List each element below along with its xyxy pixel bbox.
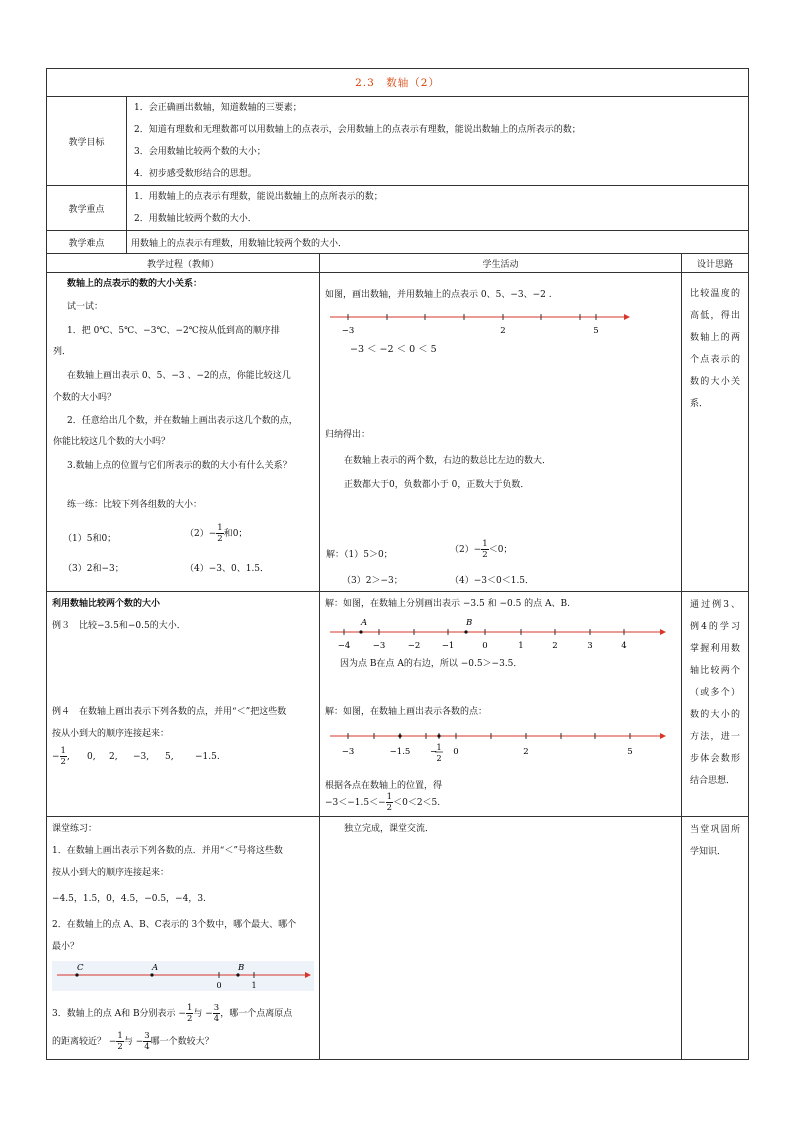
practice-item: （2）− $\frac{1}{2}$ 和0； [185,523,248,544]
practice-item: （3）2和−3； [63,564,124,574]
tick-label: 1 [436,743,442,752]
difficulties-label: 教学难点 [47,231,127,254]
figure-background [52,961,314,991]
question-line: 你能比较这几个数的大小吗？ [53,437,171,447]
exercise-line: 按从小到大的顺序连接起来： [52,868,170,878]
number: −1.5. [195,752,220,762]
axis-point [236,973,239,976]
point-label-A: A [152,963,159,973]
tick-label: − [430,747,438,757]
number: 5, [165,752,174,762]
section2-heading: 利用数轴比较两个数的大小 [52,599,161,609]
section2-activity [320,592,682,817]
example-4-line: 按从小到大的顺序连接起来： [52,729,170,739]
number-line-1 [324,307,634,337]
point-label-B: B [238,963,245,973]
number-line-2 [324,616,669,650]
number: 0, [87,752,96,762]
solution-intro: 解：如图，在数轴上画出表示各数的点： [325,707,488,717]
section3-process [47,817,320,1060]
number: −3, [133,752,150,762]
exercise-numbers: −4.5，1.5，0，4.5，−0.5，−4，3. [52,894,206,904]
design-text: 当堂巩固所学知识． [690,825,741,857]
point-label-B: B [466,618,473,628]
activity-text: 独立完成，课堂交流． [344,824,435,834]
axis-point [437,734,440,737]
tick-label: −4 [337,641,351,650]
rule-text: 正数都大于0，负数都小于 0，正数大于负数． [344,480,530,490]
tick-label: 2 [552,641,558,650]
key-points-label: 教学重点 [47,186,127,231]
conclude-label: 归纳得出： [325,430,371,440]
lesson-table [46,68,749,1060]
solution-conclusion: 根据各点在数轴上的位置，得 [325,781,443,791]
section3-design [682,817,749,1060]
fraction: $\frac{1}{2}$ [386,792,393,813]
question-line: 在数轴上画出表示 0、5、−3 、−2的点，你能比较这几 [67,371,291,381]
axis-point [464,630,467,633]
tick-label: 3 [587,641,593,650]
practice-label: 练一练：比较下列各组数的大小： [67,500,203,510]
solution-item: （2）− $\frac{1}{2}$ ＜0； [450,539,513,560]
point-label-A: A [361,618,368,628]
page-title: 2.3 数轴（2） [47,69,749,97]
example-4-numbers: − $\frac{1}{2}$ , [52,746,70,767]
fraction: $\frac{1}{2}$ [482,539,488,560]
key-point-item: 1．用数轴上的点表示有理数，能说出数轴上的点所表示的数； [134,192,383,202]
example-3: 例３ 比较−3.5和−0.5的大小． [52,621,186,631]
objective-item: 1．会正确画出数轴，知道数轴的三要素； [134,103,302,113]
number: 2, [109,752,118,762]
axis-arrow [660,733,666,739]
header-activity: 学生活动 [320,254,682,273]
section1-process [47,273,320,592]
question-line: 3.数轴上点的位置与它们所表示的数的大小有什么关系？ [67,461,292,471]
tick-label: −3 [341,326,355,336]
question-line: 个数的大小吗？ [53,393,117,403]
activity-intro: 如图，画出数轴，并用数轴上的点表示 0、5、−3、−2 . [325,290,552,300]
tick-label: 0 [453,747,459,757]
point-label-C: C [77,963,84,973]
tick-label: 5 [627,747,633,757]
tick-label: 0 [482,641,488,650]
tick-label: 1 [518,641,524,650]
solution-conclusion: 因为点 B在点 A的右边，所以 −0.5＞−3.5． [340,659,523,669]
section2-process [47,592,320,817]
question-line: 1．把 0℃、5℃、−3℃、−2℃按从低到高的顺序排 [67,326,280,336]
tick-label: 5 [593,326,599,336]
lesson-plan [46,68,748,1051]
number-line-3 [324,726,669,766]
tick-label: −2 [407,641,421,650]
exercise-line: 3．数轴上的点 A和 B分别表示 − $\frac{1}{2}$ 与 − $\frac{3}{4}$ ，哪一个点离原点 [52,1003,293,1024]
axis-point [75,973,78,976]
key-points-list [127,186,749,231]
axis-point [398,734,401,737]
exercise-line: 的距离较近？ − $\frac{1}{2}$ 与 − $\frac{3}{4}$ 哪一个数较大？ [52,1031,214,1052]
solution-order: −3＜−1.5＜− $\frac{1}{2}$ ＜0＜2＜5. [325,792,441,813]
tick-label: −3 [341,747,355,757]
section3-heading: 课堂练习： [52,824,98,834]
objective-item: 3．会用数轴比较两个数的大小； [134,147,266,157]
number-line-4 [51,961,317,993]
difficulties-text: 用数轴上的点表示有理数，用数轴比较两个数的大小． [127,231,749,254]
tick-label: −1.5 [389,747,411,757]
fraction: $\frac{1}{2}$ [60,746,66,767]
tick-label: −1 [441,641,455,650]
example-4-line: 例４ 在数轴上画出表示下列各数的点，并用“＜”把这些数 [52,707,287,717]
objectives-list [127,97,749,186]
tick-label: 4 [621,641,627,650]
rule-text: 在数轴上表示的两个数，右边的数总比左边的数大． [344,456,552,466]
axis-arrow [660,629,666,635]
practice-item: （4）−3、0、1.5． [185,564,270,574]
tick-label: −3 [372,641,386,650]
section1-design [682,273,749,592]
fraction: $\frac{3}{4}$ [213,1003,220,1024]
header-design: 设计思路 [682,254,749,273]
objective-item: 4．初步感受数形结合的思想。 [134,169,257,179]
section2-design [682,592,749,817]
tick-label: 2 [523,747,529,757]
tick-label: 0 [216,981,222,990]
practice-item: （1）5和0； [63,534,117,544]
solution-item: （4）−3＜0＜1.5． [450,576,535,586]
try-label: 试一试： [67,302,104,312]
section3-activity [320,817,682,1060]
fraction: $\frac{1}{2}$ [217,523,223,544]
section1-activity [320,273,682,592]
fraction: $\frac{1}{2}$ [117,1031,123,1052]
exercise-line: 1．在数轴上画出表示下列各数的点．并用“＜”号将这些数 [52,846,283,856]
axis-point [150,973,153,976]
key-point-item: 2．用数轴比较两个数的大小． [134,214,257,224]
fraction: $\frac{1}{2}$ [186,1003,193,1024]
objective-item: 2．知道有理数和无理数都可以用数轴上的点表示，会用数轴上的点表示有理数，能说出数轴上的点所表示的数； [134,125,581,135]
objectives-label: 教学目标 [47,97,127,186]
solution-intro: 解：如图，在数轴上分别画出表示 −3.5 和 −0.5 的点 A、B. [325,599,570,609]
solution-item: （3）2＞−3； [342,576,403,586]
design-text: 通过例3、例4的学习掌握利用数轴比较两个（或多个）数的大小的方法，进一步体会数形结合思想． [690,600,741,786]
question-line: 2．任意给出几个数，并在数轴上画出表示这几个数的点， [67,416,298,426]
question-line: 列． [53,347,72,357]
axis-arrow [624,314,630,320]
fraction: $\frac{3}{4}$ [144,1031,150,1052]
tick-label: 2 [436,754,442,763]
solution-item: 解：（1）5＞0； [326,550,393,560]
header-process: 教学过程（教师） [47,254,320,273]
tick-label: 1 [251,981,257,990]
tick-label: 2 [500,326,506,336]
order-result: −3 ＜ −2 ＜ 0 ＜ 5 [350,344,437,355]
section1-heading: 数轴上的点表示的数的大小关系： [67,279,203,289]
design-text: 比较温度的高低，得出数轴上的两个点表示的数的大小关系． [690,289,741,409]
exercise-line: 最小？ [52,942,80,952]
axis-point [359,630,362,633]
exercise-line: 2．在数轴上的点 A、B、C表示的 3个数中，哪个最大、哪个 [52,920,297,930]
